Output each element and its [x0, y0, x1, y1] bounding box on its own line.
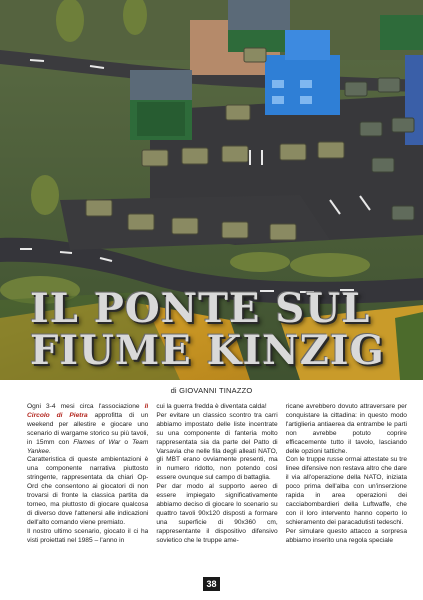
article-column-3 — [286, 403, 407, 575]
body-text: . — [48, 447, 51, 455]
green-hangar — [130, 70, 192, 140]
author-byline: di GIOVANNI TINAZZO — [170, 386, 253, 395]
paragraph — [27, 528, 148, 546]
body-text: o — [120, 438, 133, 446]
highlight-text: Il Circolo di Pietra — [27, 403, 149, 419]
paragraph — [286, 456, 407, 527]
paragraph — [27, 456, 148, 527]
body-text: approfitta di un weekend per allestire e giocare uno scenario di wargame storico su più tavoli, in 15mm con — [27, 411, 149, 446]
paragraph — [156, 483, 277, 545]
article-column-2 — [156, 403, 277, 575]
body-text: Con le truppe russe ormai attestate su tre linee difensive non restava altro che dare il via all'operazione della NATO, iniziata poco prima dell'alba con un'inserzione rapida in area operazioni dei cacciabombardieri della Luftwaffe, che con il loro intervento hanno coperto lo schieramento dei paracadutisti tedeschi. — [285, 456, 407, 526]
body-text: ricane avrebbero dovuto attraversare per conquistare la cittadina: in questo modo l'artiglieria antiaerea da entrambe le parti non avrebbe potuto coprire efficacemente tutto il tavolo, lasciando delle opzioni tattiche. — [285, 403, 407, 455]
article-title-line-2: FIUME KINZIG — [30, 327, 385, 374]
paragraph — [156, 412, 277, 483]
body-text: cui la guerra fredda è diventata calda! — [156, 403, 267, 410]
body-text: Per evitare un classico scontro tra carri abbiamo impostato delle liste incentrate su una componente di fanteria molto rappresentata sia da parte del Patto di Varsavia che nelle fila degli alleati NATO, gli MBT erano ovviamente presenti, ma in numero ridotto, non potendo così essere ovunque sul campo di battaglia. — [156, 411, 278, 482]
paragraph — [27, 403, 148, 456]
italic-text: Flames of War — [73, 438, 121, 446]
page-number: 38 — [203, 577, 220, 591]
italic-text: Team Yankee — [27, 438, 149, 455]
article-body — [27, 403, 407, 575]
article-title-line-1: IL PONTE SUL — [30, 285, 371, 332]
body-text: Per dar modo al supporto aereo di essere impiegato significativamente abbiamo deciso di giocare lo scenario su quattro tavoli 90x120 disposti a formare una superficie di 90x360 cm, rappresentante il dispositivo difensivo sovietico che le truppe ame- — [156, 483, 278, 544]
body-text: Per simulare questo attacco a sorpresa abbiamo inserito una regola speciale — [285, 527, 407, 544]
article-column-1 — [27, 403, 148, 575]
paragraph — [286, 403, 407, 456]
body-text: Caratteristica di queste ambientazioni è una componente narrativa piuttosto stringente, rappresentata da chiari Op-Ord che consentono ai giocatori di non trovarsi di fronte la classica partita da torneo, ma piuttosto di giocare qualcosa di diverso dove l'attenersi alle indicazioni dell'alto comando viene premiato. — [27, 456, 149, 526]
paragraph — [286, 528, 407, 546]
green-hangar-top — [228, 0, 290, 52]
body-text: Ogni 3-4 mesi circa l'associazione — [27, 403, 145, 410]
body-text: Il nostro ultimo scenario, giocato il ci ha visti proiettati nel 1985 – l'anno in — [27, 527, 149, 544]
paragraph — [156, 403, 277, 412]
